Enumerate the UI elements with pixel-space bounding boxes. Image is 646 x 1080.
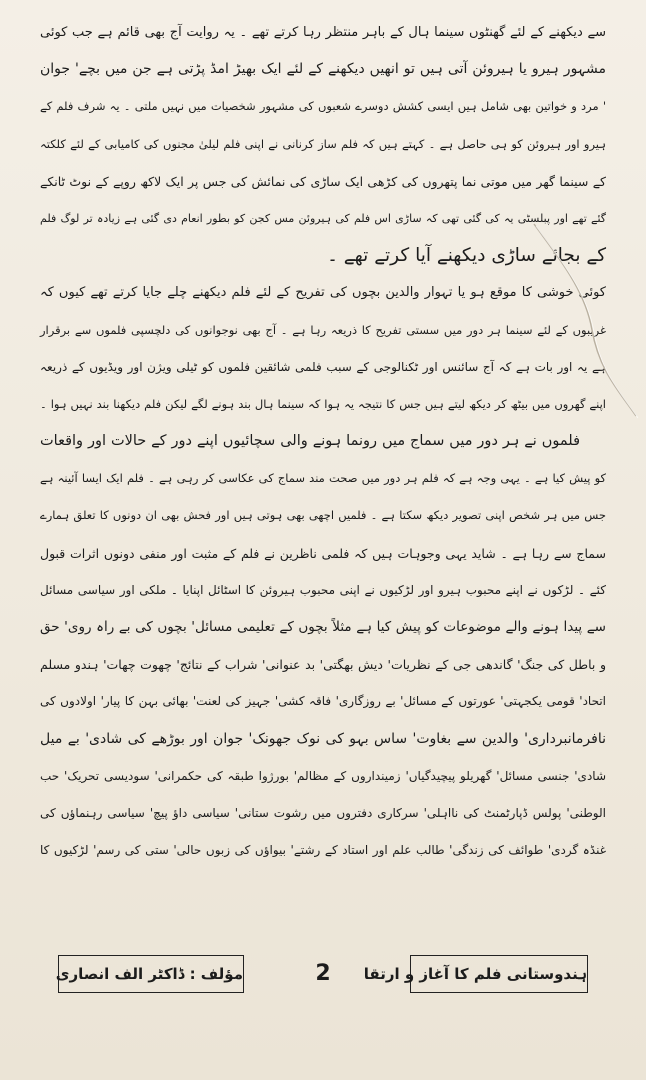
text-line: غریبوں کے لئے سینما ہر دور میں سستی تفریح کا ذریعہ رہا ہے ۔ آج بھی نوجوانوں کی دلچسپی فلموں سے برقرار [40, 322, 606, 337]
text-line: مشہور ہیرو یا ہیروئن آتی ہیں تو انھیں دیکھنے کے لئے ایک بھیڑ امڈ پڑتی ہے جن میں بچے' جوان [40, 61, 606, 78]
author-box: مؤلف : ڈاکٹر الف انصاری [58, 955, 244, 993]
text-line: نافرمانبرداری' والدین سے بغاوت' ساس بہو کی نوک جھونک' جوان اور بوڑھے کی شادی' بے میل [40, 730, 606, 747]
page-number: 2 [315, 961, 331, 986]
text-line: سے دیکھنے کے لئے گھنٹوں سینما ہال کے باہر منتظر رہا کرتے تھے ۔ یہ روایت آج بھی قائم ہے جب کوئی [40, 25, 606, 40]
text-line: فلموں نے ہر دور میں سماج میں رونما ہونے والی سچائیوں اپنے دور کے حالات اور واقعات [40, 433, 580, 450]
text-line: ' مرد و خواتین بھی شامل ہیں ایسی کشش دوسرے شعبوں کی مشہور شخصیات میں نہیں ملتی ۔ یہ شرف فلم کے [40, 99, 606, 114]
text-line: کے بجائے ساڑی دیکھنے آیا کرتے تھے ۔ [327, 245, 606, 267]
text-line: کوئی خوشی کا موقع ہو یا تہوار والدین بچوں کی تفریح کے لئے فلم دیکھنے چلے جایا کرتے تھے کیوں کہ [40, 285, 606, 301]
text-line: جس میں ہر شخص اپنی تصویر دیکھ سکتا ہے ۔ فلمیں اچھی بھی ہوتی ہیں اور فحش بھی ان دونوں کا تعلق ہمارے [40, 508, 606, 523]
body-text [40, 14, 606, 869]
text-line: الوطنی' پولس ڈپارٹمنٹ کی نااہلی' سرکاری دفتروں میں رشوت ستانی' سیاسی داؤ پیچ' سیاسی رہنماؤں کی [40, 805, 606, 820]
text-line: اپنے گھروں میں بیٹھ کر دیکھ لیتے ہیں جس کا نتیجہ یہ ہوا کہ سینما ہال بند ہونے لگے لیکن فلم دیکھنا بند نہیں ہوا ۔ [40, 396, 606, 411]
text-line: کئے ۔ لڑکوں نے اپنے محبوب ہیرو اور لڑکیوں نے اپنی محبوب ہیروئن کا اسٹائل اپنایا ۔ ملکی اور سیاسی مسائل [40, 582, 606, 597]
text-line: غنڈہ گردی' طوائف کی زندگی' طالب علم اور استاد کے رشتے' بیواؤں کی زبوں حالی' ستی کی رسم' لڑکیوں کا [40, 843, 606, 858]
text-line: کے سینما گھر میں موتی نما پتھروں کی کڑھی ایک ساڑی کی نمائش کی جس پر ایک لاکھ روپے کے نوٹ ٹانکے [40, 173, 606, 189]
text-line: اتحاد' قومی یکجہتی' عورتوں کے مسائل' بے روزگاری' فاقہ کشی' جہیز کی لعنت' بھائی بہن کا پیار' اولادوں کی [40, 694, 606, 709]
text-line: شادی' جنسی مسائل' گھریلو پیچیدگیاں' زمینداروں کے مظالم' بورژوا طبقہ کی حکمرانی' سودیسی تحریک' حب [40, 768, 606, 783]
text-line: سے پیدا ہونے والے موضوعات کو پیش کیا ہے مثلاً بچوں کے تعلیمی مسائل' بچوں کی بے راہ روی' حق [40, 619, 606, 635]
text-line: کو پیش کیا ہے ۔ یہی وجہ ہے کہ فلم ہر دور میں صحت مند سماج کی عکاسی کر رہی ہے ۔ فلم ایک ایسا آئینہ ہے [40, 471, 606, 486]
book-title-box: ہندوستانی فلم کا آغاز و ارتقا [410, 955, 588, 993]
text-line: ہے یہ اور بات ہے کہ آج سائنس اور ٹکنالوجی کے سبب فلمی شائقین فلموں کو ٹیلی ویژن اور ویڈیوں کے ذریعہ [40, 359, 606, 374]
text-line: و باطل کی جنگ' گاندھی جی کے نظریات' دیش بھگتی' بد عنوانی' شراب کے نتائج' چھوت چھات' ہندو مسلم [40, 657, 606, 673]
text-line: سماج سے رہا ہے ۔ شاید یہی وجوہات ہیں کہ فلمی ناظرین نے فلم کے مثبت اور منفی دونوں اثرات قبول [40, 545, 606, 561]
page-footer [55, 955, 588, 995]
text-line: گئے تھے اور پبلسٹی یہ کی گئی تھی کہ ساڑی اس فلم کی ہیروئن مس کجن کو بطور انعام دی گئی ہے زیادہ تر لوگ فلم [40, 211, 606, 225]
text-line: ہیرو اور ہیروئن کو ہی حاصل ہے ۔ کہتے ہیں کہ فلم ساز کرنانی نے اپنی فلم لیلیٰ مجنوں کی کامیابی کے لئے کلکتہ [40, 136, 606, 151]
